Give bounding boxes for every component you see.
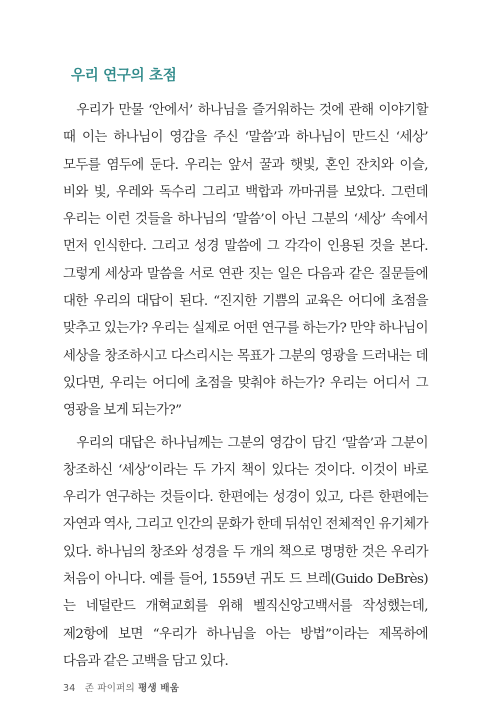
section-heading: 우리 연구의 초점 [71,68,177,84]
book-title-main: 평생 배움 [138,683,180,694]
paragraph-1: 우리가 만물 ‘안에서’ 하나님을 즐거워하는 것에 관해 이야기할 때 이는 하나님이 영감을 주신 ‘말씀’과 하나님이 만드신 ‘세상’ 모두를 염두에 둔다. 우리는 앞서 꿀과 햇빛, 혼인 잔치와 이슬, 비와 빛, 우레와 독수리 그리고 백합과 까마귀를 보았다. 그런데 우리는 이런 것들을 하나님의 ‘말씀’이 아닌 그분의 ‘세상’ 속에서 먼저 인식한다. 그리고 성경 말씀에 그 각각이 인용된 것을 본다. 그렇게 세상과 말씀을 서로 연관 짓는 일은 다음과 같은 질문들에 대한 우리의 대답이 된다. “진지한 기쁨의 교육은 어디에 초점을 맞추고 있는가? 우리는 실제로 어떤 연구를 하는가? 만약 하나님이 세상을 창조하시고 다스리시는 목표가 그분의 영광을 드러내는 데 있다면, 우리는 어디에 초점을 맞춰야 하는가? 우리는 어디서 그 영광을 보게 되는가?” [63,103,428,419]
book-title-author: 존 파이퍼의 [84,683,135,694]
page-footer [63,680,179,694]
paragraph-2: 우리의 대답은 하나님께는 그분의 영감이 담긴 ‘말씀’과 그분이 창조하신 ‘세상’이라는 두 가지 책이 있다는 것이다. 이것이 바로 우리가 연구하는 것들이다. 한편에는 성경이 있고, 다른 한편에는 자연과 역사, 그리고 인간의 문화가 한데 뒤섞인 전체적인 유기체가 있다. 하나님의 창조와 성경을 두 개의 책으로 명명한 것은 우리가 처음이 아니다. 예를 들어, 1559년 귀도 드 브레(Guido DeBrès)는 네덜란드 개혁교회를 위해 벨직신앙고백서를 작성했는데, 제2항에 보면 “우리가 하나님을 아는 방법”이라는 제목하에 다음과 같은 고백을 담고 있다. [63,435,428,669]
body-text [63,97,428,675]
page-number: 34 [63,683,76,694]
